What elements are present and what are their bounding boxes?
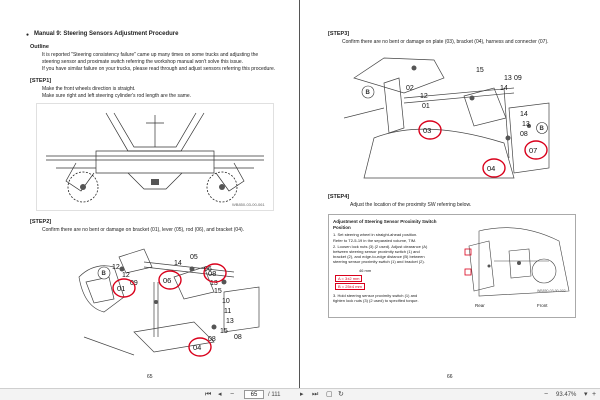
page-total: / 111 bbox=[268, 392, 281, 398]
fig2-label-4: 06 bbox=[204, 266, 212, 273]
page-65 bbox=[4, 0, 296, 388]
fig3-label-9: 13 bbox=[522, 121, 530, 128]
step2-label: [STEP2] bbox=[30, 219, 52, 225]
fig2-label-5: 13 bbox=[210, 280, 218, 287]
plate-bracket-diagram bbox=[344, 48, 554, 186]
fig3-label-5: 09 bbox=[514, 75, 522, 82]
prev-page-icon[interactable]: ◂ bbox=[218, 391, 222, 398]
zoom-dropdown-icon[interactable]: ▾ bbox=[584, 391, 588, 398]
fig3-label-10: 08 bbox=[520, 131, 528, 138]
inset-a-value: A = 3±2 mm bbox=[335, 275, 362, 282]
fig3-circled-03: 03 bbox=[423, 126, 432, 135]
outline-line-3: If you have similar failure on your trucks, please read through and adjust sensors referring this procedure. bbox=[42, 66, 276, 72]
fig3-label-3: 13 bbox=[504, 75, 512, 82]
zoom-level[interactable]: 93.47% bbox=[556, 392, 577, 398]
fig3-label-8: 14 bbox=[520, 111, 528, 118]
fig2-circled-04: 04 bbox=[193, 343, 202, 352]
inset-step-6: steering sensor proximity switch (1) and bracket (2). bbox=[333, 259, 425, 264]
fig3-circled-04: 04 bbox=[487, 164, 496, 173]
inset-code: WB850-03-00-002 bbox=[537, 289, 566, 293]
first-page-icon[interactable]: ⏮ bbox=[205, 391, 212, 398]
step1-line-2: Make sure right and left steering cylinder's rod length are the same. bbox=[42, 93, 192, 99]
fig2-label-11: 08 bbox=[208, 336, 216, 343]
fig3-label-7: 01 bbox=[422, 103, 430, 110]
fig3-label-1: 02 bbox=[406, 85, 414, 92]
fig2-label-9: 13 bbox=[226, 318, 234, 325]
step4-label: [STEP4] bbox=[328, 194, 350, 200]
page-66 bbox=[304, 0, 596, 388]
fig2-label-13: 08 bbox=[234, 334, 242, 341]
step3-label: [STEP3] bbox=[328, 31, 350, 37]
inset-dim: 46 mm bbox=[359, 268, 372, 273]
inset-front: Front bbox=[537, 303, 548, 308]
fig3-label-0: B bbox=[365, 90, 370, 96]
fig2-label-1: 09 bbox=[130, 280, 138, 287]
inset-step-3: 2. Loosen lock nuts (3) (2 used). Adjust clearance (A) bbox=[333, 244, 428, 249]
rotate-icon[interactable]: ↻ bbox=[338, 391, 344, 398]
adjustment-inset bbox=[328, 214, 576, 318]
inset-step-8: tighten lock nuts (3) (2 used) to specified torque. bbox=[333, 298, 419, 303]
bullet: ● bbox=[26, 32, 30, 38]
step4-text: Adjust the location of the proximity SW referring below. bbox=[350, 202, 472, 208]
page-number-66: 66 bbox=[447, 374, 453, 380]
inset-b-value: B = 25±4 mm bbox=[335, 283, 365, 290]
zoom-out-icon[interactable]: − bbox=[230, 391, 235, 398]
fig2-label-8: 11 bbox=[224, 308, 232, 315]
fig3-label-2: 15 bbox=[476, 67, 484, 74]
fig2-label-2: 14 bbox=[174, 260, 182, 267]
last-page-icon[interactable]: ⏭ bbox=[312, 391, 319, 398]
outline-line-1: It is reported "Steering consistency failure" came up many times on some trucks and adjusting the bbox=[42, 52, 259, 58]
fig1-code: WB850-03-00-061 bbox=[232, 202, 265, 207]
zoom-in-button[interactable]: + bbox=[592, 391, 597, 398]
next-page-icon[interactable]: ▸ bbox=[300, 391, 304, 398]
step3-text: Confirm there are no bent or damage on plate (03), bracket (04), harness and connecter (07). bbox=[342, 39, 549, 45]
bracket-lever-diagram bbox=[74, 237, 266, 361]
fig2-label-10: 15 bbox=[220, 328, 228, 335]
fig2-label-7: 10 bbox=[222, 298, 230, 305]
fig2-circled-08: 08 bbox=[208, 269, 217, 278]
zoom-out-button[interactable]: − bbox=[544, 391, 549, 398]
page-divider bbox=[299, 0, 300, 388]
inset-step-5: bracket (2), and edge-to-edge distance (B) between bbox=[333, 254, 425, 259]
manual-heading: Manual 9: Steering Sensors Adjustment Procedure bbox=[34, 31, 179, 37]
step2-text: Confirm there are no bent or damage on bracket (01), lever (05), rod (06), and bracket (04). bbox=[42, 227, 245, 233]
outline-label: Outline bbox=[30, 44, 49, 50]
inset-step-7: 3. Hold steering sensor proximity switch (1) and bbox=[333, 293, 418, 298]
fig2-circled-06: 06 bbox=[163, 276, 172, 285]
inset-title: Adjustment of Steering Sensor Proximity Switch Position bbox=[333, 219, 437, 230]
front-axle-diagram bbox=[36, 103, 274, 211]
fig2-circled-01: 01 bbox=[117, 284, 126, 293]
fig3-label-4: 14 bbox=[500, 85, 508, 92]
outline-line-2: steering sensor and proximate switch referring the workshop manual won't solve this issue. bbox=[42, 59, 244, 65]
fig2-label-6: 15 bbox=[214, 288, 222, 295]
viewer-toolbar bbox=[0, 388, 600, 400]
inset-rear: Rear bbox=[475, 303, 485, 308]
fig2-label-3: 05 bbox=[190, 254, 198, 261]
inset-step-4: between steering sensor proximity switch (1) and bbox=[333, 249, 420, 254]
fig2-label-12: 12 bbox=[112, 264, 120, 271]
svg-text:B: B bbox=[101, 271, 106, 277]
fig3-label-11: B bbox=[539, 126, 544, 132]
step1-label: [STEP1] bbox=[30, 78, 52, 84]
fit-page-icon[interactable]: ▢ bbox=[326, 391, 333, 398]
inset-step-1: 1. Set steering wheel in straight-ahead position. bbox=[333, 232, 418, 237]
fig3-label-6: 12 bbox=[420, 93, 428, 100]
fig3-circled-07: 07 bbox=[529, 146, 538, 155]
page-number-input[interactable]: 65 bbox=[244, 390, 264, 399]
step1-line-1: Make the front wheels direction is straight. bbox=[42, 86, 136, 92]
fig2-label-0: 12 bbox=[122, 272, 130, 279]
page-number-65: 65 bbox=[147, 374, 153, 380]
inset-step-2: Refer to T2-5-19 in the separated volume, TIM. bbox=[333, 238, 417, 243]
